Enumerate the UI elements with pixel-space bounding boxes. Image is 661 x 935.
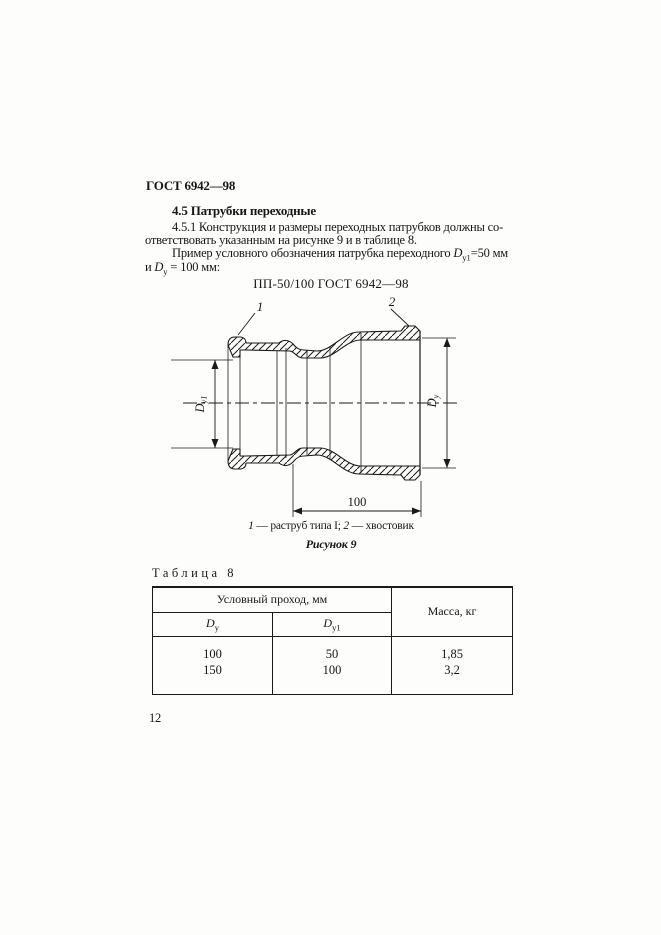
example-text: Пример условного обозначения патрубка переходного (172, 246, 454, 260)
paragraph-451-line1: 4.5.1 Конструкция и размеры переходных патрубков должны со- (172, 220, 504, 234)
section-heading: 4.5 Патрубки переходные (172, 203, 316, 218)
example-text: и (145, 260, 155, 274)
cell-dy1: 50 (273, 636, 392, 662)
cell-mass: 1,85 (392, 636, 513, 662)
dim-label-100: 100 (347, 495, 367, 509)
pipe-wall-bottom (228, 448, 420, 480)
d-symbol: D (453, 246, 463, 260)
dimension-dy1 (171, 360, 233, 448)
header-cell-group: Условный проход, мм (153, 587, 392, 612)
cell-dy: 100 (153, 636, 273, 662)
header-cell-dy1: $D_{у1}$ (273, 612, 392, 636)
example-paragraph-line1 (172, 246, 508, 265)
dim-label-dy1: $D_{у1}$ (193, 395, 209, 413)
cell-mass: 3,2 (392, 662, 513, 695)
cell-dy: 150 (153, 662, 273, 695)
example-text-value: = 100 мм: (167, 260, 220, 274)
paragraph-451-line2: ответствовать указанным на рисунке 9 и в таблице 8. (145, 233, 417, 247)
caption-num-1: 1 (248, 520, 254, 532)
table-header-row-1 (153, 587, 513, 612)
header-cell-dy: $D_у$ (153, 612, 273, 636)
designation-line: ПП-50/100 ГОСТ 6942—98 (253, 276, 409, 291)
figure-label: Рисунок 9 (305, 537, 357, 551)
callout-2 (389, 294, 409, 326)
example-text-value: =50 мм (470, 246, 509, 260)
dimensions-table (152, 586, 513, 695)
dim-label-dy: $D_у$ (425, 394, 441, 408)
example-paragraph-line2 (145, 260, 220, 279)
figure-caption: 1 — раструб типа I; 2 — хвостовик (248, 520, 414, 532)
cell-dy1: 100 (273, 662, 392, 695)
figure-9-drawing (165, 293, 475, 525)
table-row (153, 636, 513, 662)
page-number: 12 (149, 711, 162, 725)
header-cell-mass: Масса, кг (392, 587, 513, 636)
callout-1 (238, 299, 263, 335)
d-symbol-subscript: у (163, 266, 168, 277)
callout-2-label: 2 (388, 294, 396, 309)
d-symbol-subscript: у1 (462, 252, 471, 263)
table-title: Таблица 8 (152, 566, 237, 580)
d-symbol: D (154, 260, 164, 274)
table-row (153, 662, 513, 695)
callout-1-label: 1 (256, 299, 264, 314)
pipe-wall-top (228, 326, 420, 358)
caption-num-2: 2 (343, 520, 349, 532)
running-header: ГОСТ 6942—98 (146, 178, 236, 193)
